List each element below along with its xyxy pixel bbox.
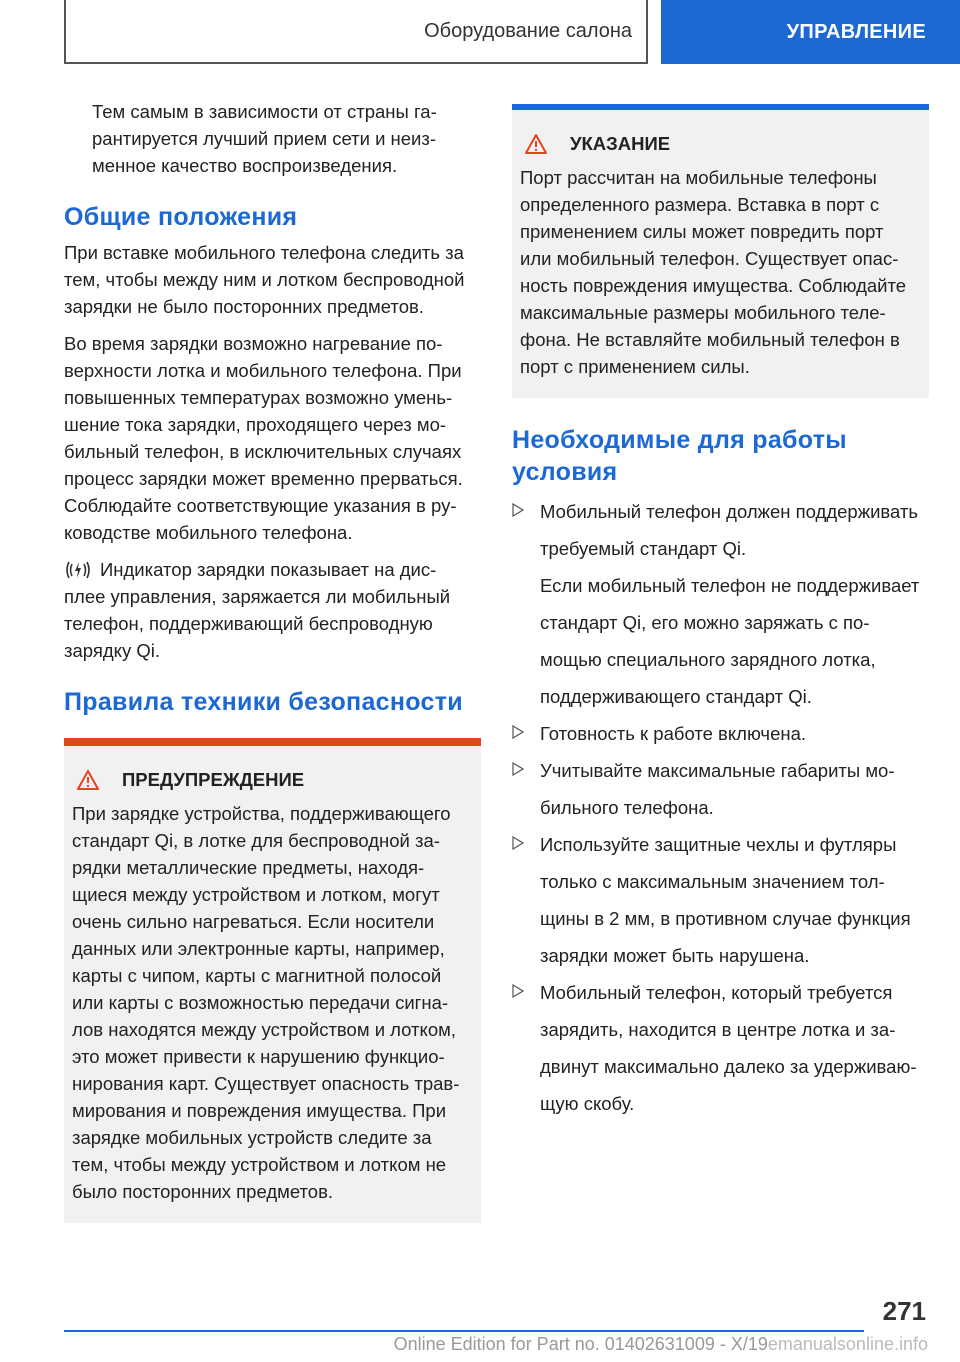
list-item-body [540, 498, 919, 710]
triangle-bullet-icon [512, 757, 540, 821]
text-line: данных или электронные карты, например, [72, 938, 445, 959]
wireless-charging-icon [64, 558, 92, 582]
list-item-body [540, 757, 895, 821]
text-line: это может привести к нарушению функцио- [72, 1046, 445, 1067]
text-line: зарядки может быть нарушена. [540, 945, 810, 966]
list-item-body [540, 979, 917, 1117]
text-line: тем, чтобы между ним и лотком беспроводной [64, 269, 465, 290]
triangle-bullet-icon [512, 831, 540, 969]
text-line: Тем самым в зависимости от страны га- [92, 101, 437, 122]
text-line: верхности лотка и мобильного телефона. При [64, 360, 462, 381]
text-line: плее управления, заряжается ли мобильный [64, 586, 451, 607]
text-line: фона. Не вставляйте мобильный телефон в [520, 329, 900, 350]
text-line: зарядке мобильных устройств следите за [72, 1127, 432, 1148]
text-line: рядки металлические предметы, находя- [72, 857, 425, 878]
indicator-paragraph [64, 556, 481, 664]
section-title: Оборудование салона [424, 19, 632, 42]
warning-box [64, 738, 481, 1223]
text-line: ководстве мобильного телефона. [64, 522, 353, 543]
notice-box [512, 104, 929, 398]
warning-title-row [72, 764, 473, 796]
list-item-body [540, 720, 806, 747]
text-line: Соблюдайте соответствующие указания в ру- [64, 495, 457, 516]
list-item-text [540, 498, 919, 562]
text-line: определенного размера. Вставка в порт с [520, 194, 880, 215]
text-line: Готовность к работе включена. [540, 723, 807, 744]
notice-title: УКАЗАНИЕ [570, 133, 671, 154]
warning-title: ПРЕДУПРЕЖДЕНИЕ [122, 769, 305, 790]
intro-paragraph [64, 98, 481, 179]
list-item [512, 757, 929, 821]
list-item [512, 831, 929, 969]
text-line: процесс зарядки может временно прерваться. [64, 468, 463, 489]
text-line: менное качество воспроизведения. [92, 155, 398, 176]
requirements-list [512, 498, 929, 1117]
text-line: лов находятся между устройством и лотком, [72, 1019, 456, 1040]
footer-edition [64, 1334, 928, 1355]
footer-divider [64, 1330, 864, 1332]
left-column [64, 98, 481, 1223]
list-item [512, 498, 929, 710]
triangle-bullet-icon [512, 979, 540, 1117]
warning-triangle-icon [76, 769, 100, 791]
text-line: двинут максимально далеко за удерживаю- [540, 1056, 917, 1077]
text-line: карты с чипом, карты с магнитной полосой [72, 965, 442, 986]
general-heading: Общие положения [64, 203, 298, 231]
heading-line: Необходимые для работы [512, 426, 847, 454]
text-line: было посторонних предметов. [72, 1181, 334, 1202]
chapter-tab[interactable] [661, 0, 960, 64]
text-line: Если мобильный телефон не поддерживает [540, 575, 920, 596]
text-line: шение тока зарядки, проходящего через мо- [64, 414, 447, 435]
text-line: бильного телефона. [540, 797, 714, 818]
text-line: Мобильный телефон, который требуется [540, 982, 893, 1003]
watermark-text: emanualsonline.info [767, 1334, 928, 1354]
list-item [512, 720, 929, 747]
text-line: повышенных температурах возможно умень- [64, 387, 453, 408]
text-line: бильный телефон, в исключительных случаях [64, 441, 462, 462]
text-line: щины в 2 мм, в противном случае функция [540, 908, 911, 929]
text-line: только с максимальным значением тол- [540, 871, 885, 892]
text-line: рантируется лучший прием сети и неиз- [92, 128, 437, 149]
text-line: мирования и повреждения имущества. При [72, 1100, 447, 1121]
text-line: Во время зарядки возможно нагревание по- [64, 333, 443, 354]
text-line: или карты с возможностью передачи сигна- [72, 992, 449, 1013]
text-line: При вставке мобильного телефона следить за [64, 242, 464, 263]
requirements-heading [512, 424, 929, 488]
text-line: зарядку Qi. [64, 640, 160, 661]
text-line: щиеся между устройством и лотком, могут [72, 884, 440, 905]
triangle-bullet-icon [512, 498, 540, 710]
chapter-title: УПРАВЛЕНИЕ [786, 20, 926, 43]
section-header [64, 0, 648, 64]
right-column [512, 104, 929, 1127]
triangle-bullet-icon [512, 720, 540, 747]
notice-title-row [520, 128, 921, 160]
page-number: 271 [882, 1296, 926, 1326]
text-line: При зарядке устройства, поддерживающего [72, 803, 451, 824]
text-line: очень сильно нагреваться. Если носители [72, 911, 435, 932]
list-item-subtext [540, 572, 919, 710]
general-paragraph-1 [64, 239, 481, 320]
text-line: применением силы может повредить порт [520, 221, 884, 242]
general-paragraph-2 [64, 330, 481, 546]
text-line: зарядки не было посторонних предметов. [64, 296, 424, 317]
safety-heading: Правила техники безопасности [64, 688, 463, 716]
text-line: Порт рассчитан на мобильные телефоны [520, 167, 877, 188]
text-fragment: Индикатор зарядки показывает на дис- [100, 559, 437, 580]
text-line: зарядить, находится в центре лотка и за- [540, 1019, 896, 1040]
list-item [512, 979, 929, 1117]
warning-triangle-icon [524, 133, 548, 155]
heading-line: условия [512, 458, 618, 486]
text-line: Используйте защитные чехлы и футляры [540, 834, 897, 855]
text-line: Учитывайте максимальные габариты мо- [540, 760, 895, 781]
text-line: Мобильный телефон должен поддерживать [540, 501, 919, 522]
text-line: стандарт Qi, в лотке для беспроводной за- [72, 830, 440, 851]
text-line: ность повреждения имущества. Соблюдайте [520, 275, 907, 296]
text-line: требуемый стандарт Qi. [540, 538, 747, 559]
text-line: максимальные размеры мобильного теле- [520, 302, 886, 323]
text-line: щую скобу. [540, 1093, 635, 1114]
text-line: мощью специального зарядного лотка, [540, 649, 876, 670]
edition-text: Online Edition for Part no. 01402631009 - X/19 [393, 1334, 768, 1354]
text-line: поддерживающего стандарт Qi. [540, 686, 812, 707]
list-item-body [540, 831, 911, 969]
text-line [64, 556, 481, 583]
text-line: порт с применением силы. [520, 356, 750, 377]
text-line: нирования карт. Существует опасность трав- [72, 1073, 460, 1094]
text-line: стандарт Qi, его можно заряжать с по- [540, 612, 870, 633]
text-line: телефон, поддерживающий беспроводную [64, 613, 433, 634]
text-line: тем, чтобы между устройством и лотком не [72, 1154, 447, 1175]
text-line: или мобильный телефон. Существует опас- [520, 248, 899, 269]
